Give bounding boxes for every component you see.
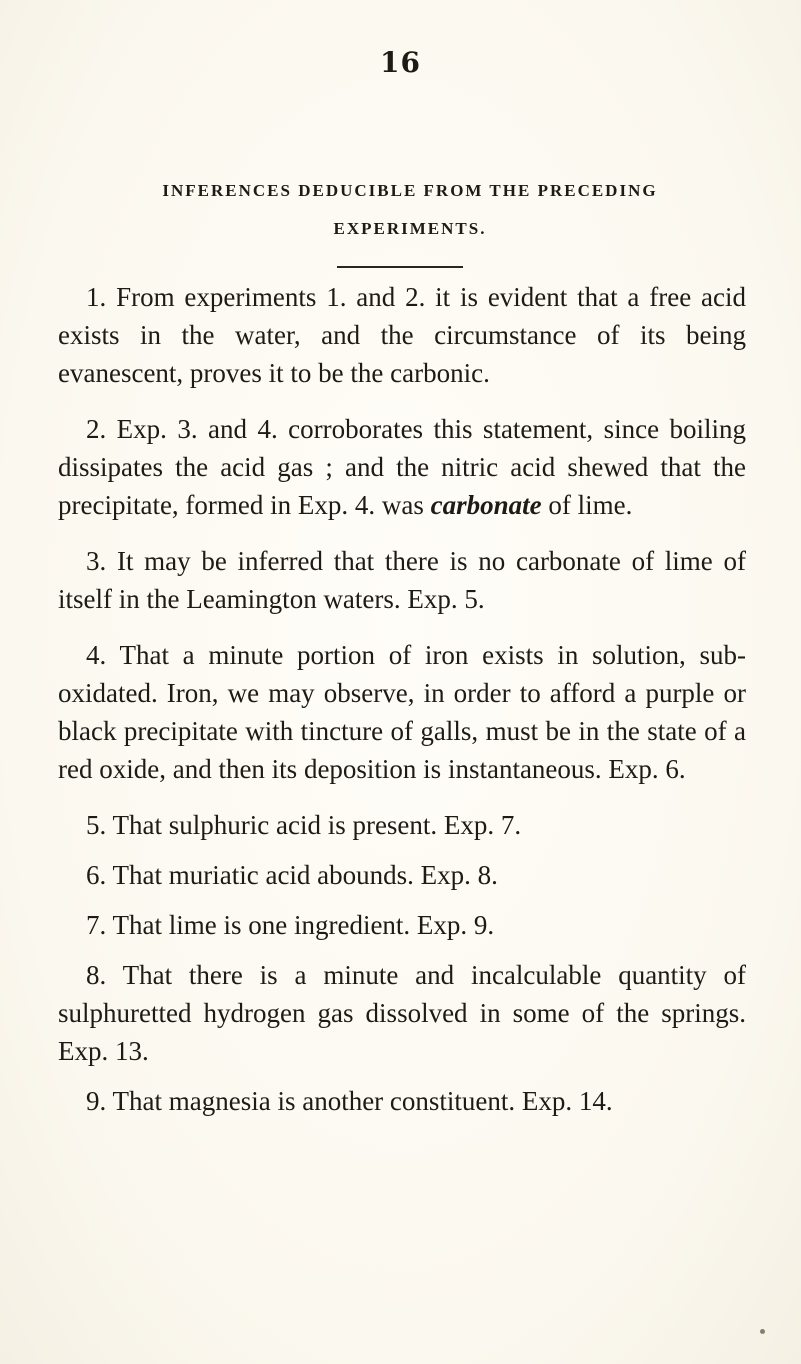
inference-2-text: 2. Exp. 3. and 4. corroborates this statement, since boiling dissipates the acid gas ; and the nitric acid shewed that the precipitate, formed in Exp. 4. was [58,414,746,520]
inference-3: 3. It may be inferred that there is no carbonate of lime of itself in the Leamington waters. Exp. 5. [58,546,746,614]
inferences-list [58,278,746,1132]
heading-line-2: EXPERIMENTS. [333,219,487,238]
section-heading [60,172,760,248]
inference-2-tail: of lime. [541,490,633,520]
inference-7: 7. That lime is one ingredient. Exp. 9. [86,910,495,940]
inference-1: 1. From experiments 1. and 2. it is evident that a free acid exists in the water, and the circumstance of its being evanescent, proves it to be the carbonic. [58,282,746,388]
heading-rule [337,266,463,268]
inference-5: 5. That sulphuric acid is present. Exp. 7. [86,810,522,840]
page-number: 16 [380,46,421,79]
inference-8: 8. That there is a minute and incalculable quantity of sulphuretted hydrogen gas dissolved in some of the springs. Exp. 13. [58,960,746,1066]
inference-4: 4. That a minute portion of iron exists in solution, sub-oxidated. Iron, we may observe, in order to afford a purple or black precipitate with tincture of galls, must be in the state of a red oxide, and then its deposition is instantaneous. Exp. 6. [58,640,746,784]
inference-2-emphasis: carbonate [430,490,542,520]
ink-speck [760,1329,765,1334]
inference-6: 6. That muriatic acid abounds. Exp. 8. [86,860,498,890]
inference-2 [58,410,746,524]
heading-line-1: INFERENCES DEDUCIBLE FROM THE PRECEDING [162,181,658,200]
inference-9: 9. That magnesia is another constituent. Exp. 14. [86,1086,613,1116]
